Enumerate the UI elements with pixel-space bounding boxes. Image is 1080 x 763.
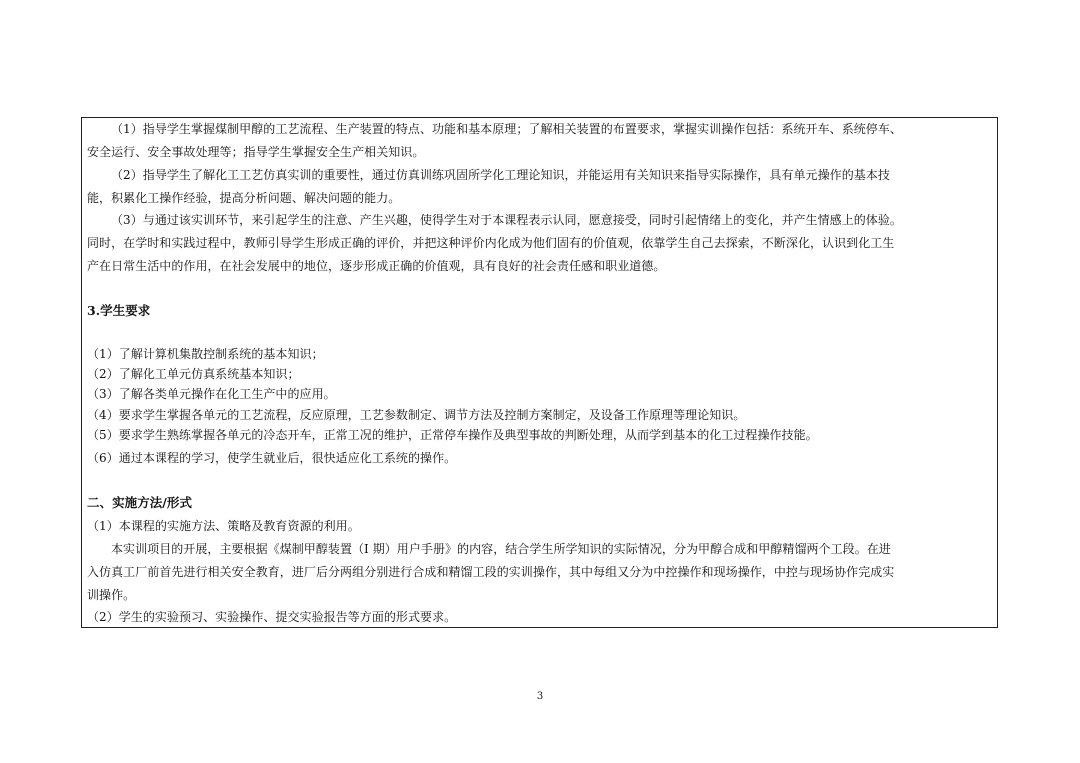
student-requirements-heading: 3.学生要求: [87, 303, 151, 318]
requirement-item-2: （2）了解化工单元仿真系统基本知识；: [87, 367, 300, 381]
requirement-item-5: （5）要求学生熟练掌握各单元的冷态开车，正常工况的维护，正常停车操作及典型事故的判断处理，从而学到基本的化工过程操作技能。: [87, 428, 818, 442]
requirement-item-3: （3）了解各类单元操作在化工生产中的应用。: [87, 387, 336, 401]
requirement-item-1: （1）了解计算机集散控制系统的基本知识；: [87, 347, 324, 361]
objective-3-line-3: 产在日常生活中的作用，在社会发展中的地位，逐步形成正确的价值观，具有良好的社会责任感和职业道德。: [87, 259, 666, 273]
page-number: 3: [536, 691, 544, 702]
implementation-item-2: （2）学生的实验预习、实验操作、提交实验报告等方面的形式要求。: [87, 610, 457, 624]
implementation-item-1: （1）本课程的实施方法、策略及教育资源的利用。: [87, 519, 360, 533]
objective-1-line-1: （1）指导学生掌握煤制甲醇的工艺流程、生产装置的特点、功能和基本原理；了解相关装置的布置要求，掌握实训操作包括：系统开车、系统停车、: [111, 122, 902, 136]
requirement-item-4: （4）要求学生掌握各单元的工艺流程，反应原理，工艺参数制定、调节方法及控制方案制定，及设备工作原理等理论知识。: [87, 408, 746, 422]
implementation-para-line-1: 本实训项目的开展，主要根据《煤制甲醇装置（I 期）用户手册》的内容，结合学生所学知识的实际情况，分为甲醇合成和甲醇精馏两个工段。在进: [111, 542, 891, 556]
implementation-para-line-3: 训操作。: [87, 588, 136, 602]
implementation-heading: 二、实施方法/形式: [87, 495, 193, 510]
objective-2-line-1: （2）指导学生了解化工工艺仿真实训的重要性，通过仿真训练巩固所学化工理论知识，并能运用有关知识来指导实际操作，具有单元操作的基本技: [111, 168, 890, 182]
implementation-para-line-2: 入仿真工厂前首先进行相关安全教育，进厂后分两组分别进行合成和精馏工段的实训操作，其中每组又分为中控操作和现场操作，中控与现场协作完成实: [87, 565, 895, 579]
objective-3-line-1: （3）与通过该实训环节，来引起学生的注意、产生兴趣，使得学生对于本课程表示认同，愿意接受，同时引起情绪上的变化，并产生情感上的体验。: [111, 213, 902, 227]
objective-1-line-2: 安全运行、安全事故处理等；指导学生掌握安全生产相关知识。: [87, 145, 425, 159]
requirement-item-6: （6）通过本课程的学习，使学生就业后，很快适应化工系统的操作。: [87, 451, 457, 465]
objective-2-line-2: 能，积累化工操作经验，提高分析问题、解决问题的能力。: [87, 191, 401, 205]
objective-3-line-2: 同时，在学时和实践过程中，教师引导学生形成正确的评价，并把这种评价内化成为他们固有的价值观，依靠学生自己去探索，不断深化，认识到化工生: [87, 236, 895, 250]
